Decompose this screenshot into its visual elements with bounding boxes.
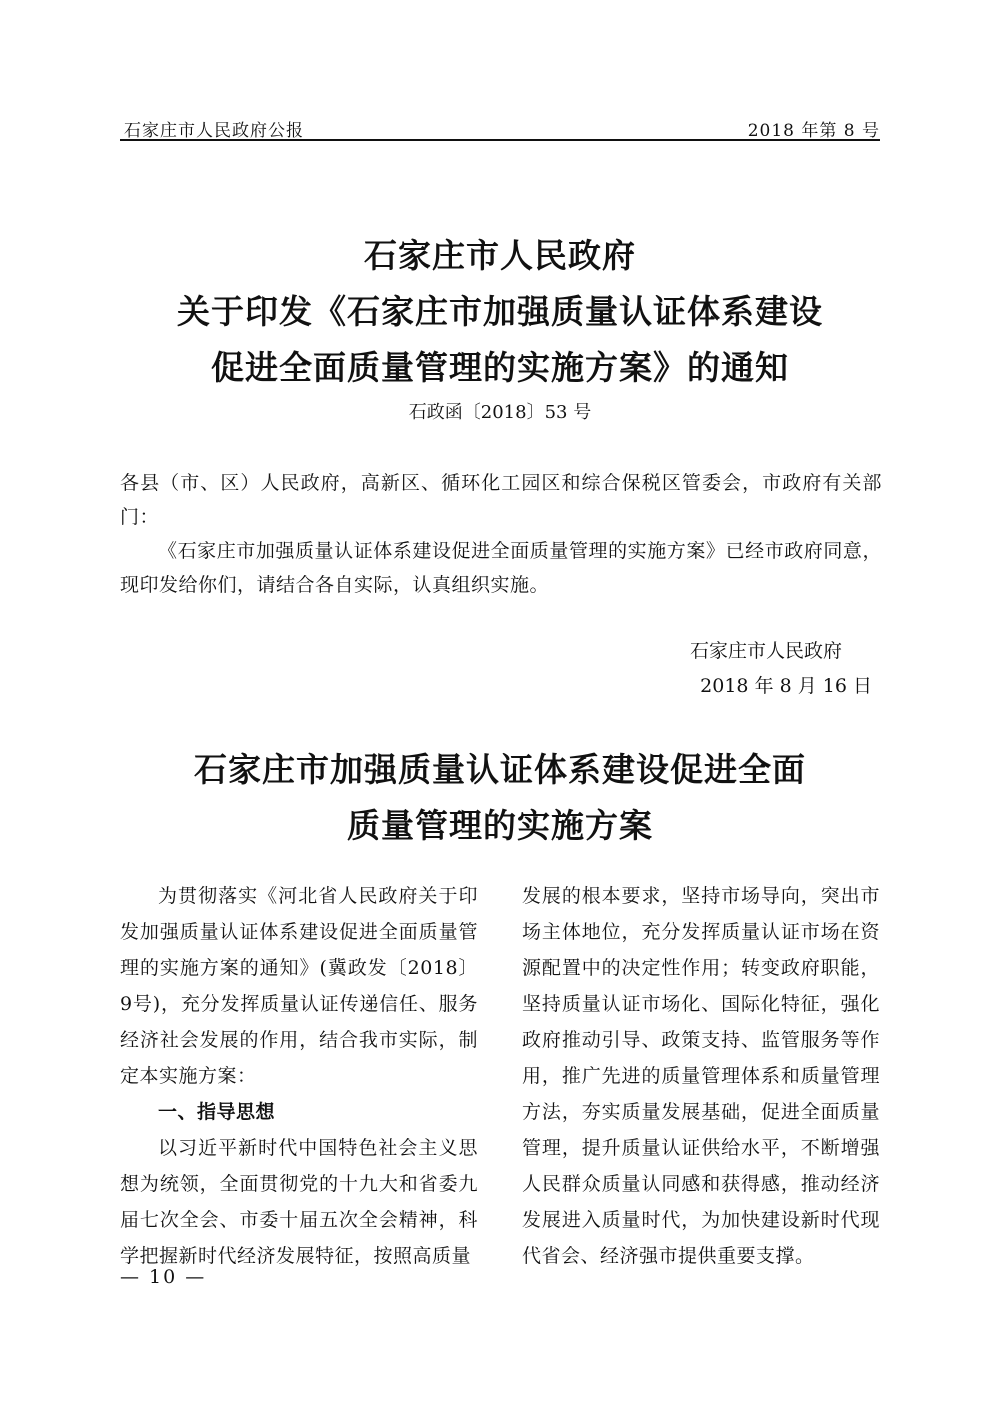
issue-number: 2018 年第 8 号 [747,121,880,141]
right-column [522,878,880,1274]
plan-intro: 为贯彻落实《河北省人民政府关于印发加强质量认证体系建设促进全面质量管理的实施方案的通知》(冀政发〔2018〕9号)，充分发挥质量认证传递信任、服务经济社会发展的作用，结合我市实际，制定本实施方案： [120,885,478,1087]
plan-title [100,742,900,854]
signature-organization: 石家庄市人民政府 [689,640,842,662]
header-rule [120,139,880,141]
left-column [120,878,478,1274]
notice-body: 《石家庄市加强质量认证体系建设促进全面质量管理的实施方案》已经市政府同意，现印发给你们，请结合各自实际，认真组织实施。 [120,540,882,596]
document-number: 石政函〔2018〕53 号 [408,402,592,423]
page-number: — 10 — [120,1266,207,1288]
signature-date: 2018 年 8 月 16 日 [700,675,872,697]
notice-title-line-2: 关于印发《石家庄市加强质量认证体系建设 [177,292,823,331]
plan-title-line-2: 质量管理的实施方案 [347,806,653,845]
section-heading: 一、指导思想 [158,1101,276,1123]
publication-name: 石家庄市人民政府公报 [124,121,304,141]
plan-title-line-1: 石家庄市加强质量认证体系建设促进全面 [194,750,806,789]
section-body-right: 发展的根本要求，坚持市场导向，突出市场主体地位，充分发挥质量认证市场在资源配置中的决定性作用；转变政府职能，坚持质量认证市场化、国际化特征，强化政府推动引导、政策支持、监管服务等作用，推广先进的质量管理体系和质量管理方法，夯实质量发展基础，促进全面质量管理，提升质量认证供给水平，不断增强人民群众质量认同感和获得感，推动经济发展进入质量时代，为加快建设新时代现代省会、经济强市提供重要支撑。 [522,885,880,1267]
notice-title-line-1: 石家庄市人民政府 [364,236,636,275]
section-body-left: 以习近平新时代中国特色社会主义思想为统领，全面贯彻党的十九大和省委九届七次全会、市委十届五次全会精神，科学把握新时代经济发展特征，按照高质量 [120,1137,478,1267]
notice-title-line-3: 促进全面质量管理的实施方案》的通知 [211,348,789,387]
notice-title [100,228,900,396]
addressee: 各县（市、区）人民政府，高新区、循环化工园区和综合保税区管委会，市政府有关部门： [120,472,882,528]
